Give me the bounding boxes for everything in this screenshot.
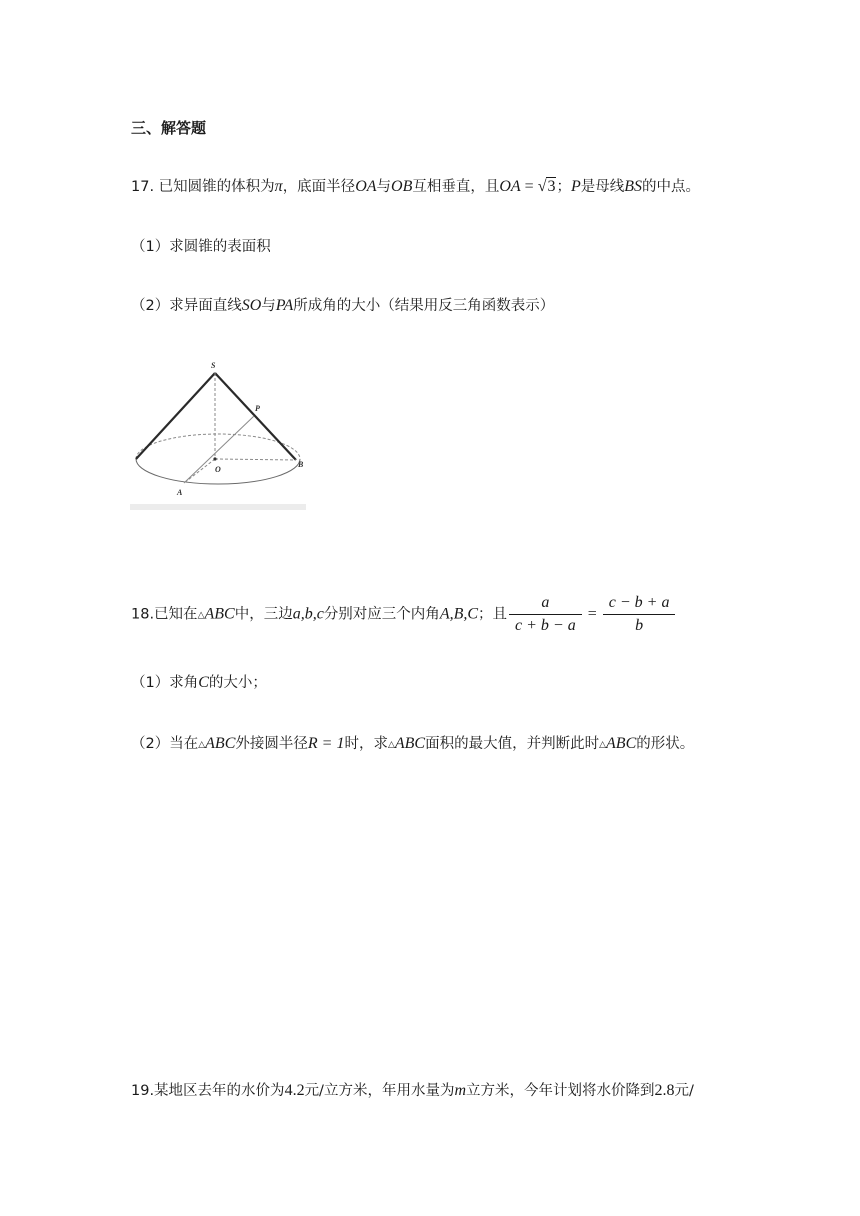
q18-text: 分别对应三个内角: [323, 606, 440, 623]
price-this-year: 2.8: [654, 1082, 675, 1099]
segment-oa: OA: [355, 178, 377, 195]
triangle-symbol: △: [387, 740, 395, 750]
triangle-abc: ABC: [204, 605, 235, 623]
label-p: P: [255, 404, 260, 413]
segment-oa: OA: [499, 178, 521, 195]
cone-figure: [130, 352, 306, 512]
q17-part2-text: （2）求异面直线: [131, 298, 242, 314]
q17-text: 的中点。: [642, 179, 701, 195]
sides-abc: a,b,c: [292, 605, 324, 623]
generatrix-sb: [215, 373, 296, 460]
q19-text: 立方米，今年计划将水价降到: [466, 1083, 655, 1099]
fraction-right: [603, 594, 676, 635]
fraction-numerator: c − b + a: [603, 594, 676, 615]
triangle-abc: ABC: [205, 735, 236, 752]
segment-so: SO: [241, 297, 262, 314]
radicand: 3: [547, 178, 556, 195]
q18-text: 中，三边: [234, 606, 293, 623]
question-18-part-2: [131, 734, 694, 755]
q18-text: ；且: [478, 606, 508, 623]
label-a: A: [177, 488, 183, 497]
q19-text: 元/立方米，年用水量为: [304, 1083, 455, 1099]
q19-text: 19.某地区去年的水价为: [131, 1083, 285, 1099]
triangle-abc: ABC: [606, 735, 637, 752]
label-s: S: [211, 361, 216, 370]
q17-text: 互相垂直，且: [412, 179, 500, 195]
angle-c: C: [198, 674, 209, 691]
radius-equation: R = 1: [307, 735, 345, 752]
q18-text: 18.已知在: [131, 606, 198, 623]
label-b: B: [298, 460, 304, 469]
point-p: P: [570, 178, 581, 195]
question-17-stem: [131, 177, 700, 197]
sqrt-symbol: √: [537, 178, 547, 195]
radius-ob: [215, 459, 296, 460]
pi-symbol: π: [274, 178, 283, 195]
angles-abc: A,B,C: [439, 605, 479, 623]
triangle-abc: ABC: [394, 735, 426, 752]
q17-part2-text: 所成角的大小（结果用反三角函数表示）: [293, 298, 555, 314]
equals-sign: =: [520, 178, 538, 195]
q18-part1-text: （1）求角: [131, 675, 199, 691]
center-point: [213, 457, 216, 460]
question-17-part-2: [131, 296, 554, 316]
equals-sign: =: [583, 605, 601, 623]
triangle-symbol: △: [198, 740, 206, 750]
question-18-stem: [131, 594, 677, 635]
q18-part2-text: 面积的最大值，并判断此时: [425, 736, 600, 752]
segment-pa: PA: [275, 297, 294, 314]
triangle-symbol: △: [197, 610, 205, 621]
q17-text: ；: [556, 179, 571, 195]
q18-part2-text: 外接圆半径: [235, 736, 308, 752]
fraction-denominator: c + b − a: [515, 617, 576, 634]
fraction-left: [509, 594, 582, 635]
label-o: O: [215, 465, 221, 474]
radius-oa: [184, 459, 215, 483]
segment-ob: OB: [391, 178, 413, 195]
sqrt-expression: [538, 177, 557, 195]
q18-part2-text: 的形状。: [636, 736, 695, 752]
question-18-part-1: [131, 673, 267, 693]
q17-text: ，底面半径: [282, 179, 356, 195]
q18-part1-text: 的大小；: [208, 675, 267, 691]
question-19-stem: [131, 1081, 694, 1101]
figure-bottom-band: [130, 504, 306, 510]
q17-text: 与: [376, 179, 392, 195]
triangle-symbol: △: [599, 740, 607, 750]
price-last-year: 4.2: [284, 1082, 305, 1099]
q17-part2-text: 与: [261, 298, 276, 314]
fraction-numerator: a: [509, 594, 582, 615]
q17-text: 是母线: [580, 179, 625, 195]
q17-text: 17. 已知圆锥的体积为: [131, 179, 275, 195]
segment-bs: BS: [624, 178, 643, 195]
question-17-part-1: （1）求圆锥的表面积: [131, 239, 271, 255]
q19-text: 元/: [674, 1083, 694, 1099]
q18-part2-text: （2）当在: [131, 736, 199, 752]
q18-part2-text: 时，求: [344, 736, 388, 752]
section-heading: 三、解答题: [131, 119, 207, 137]
variable-m: m: [454, 1082, 467, 1099]
generatrix-sa: [136, 373, 215, 459]
fraction-denominator: b: [635, 617, 644, 634]
